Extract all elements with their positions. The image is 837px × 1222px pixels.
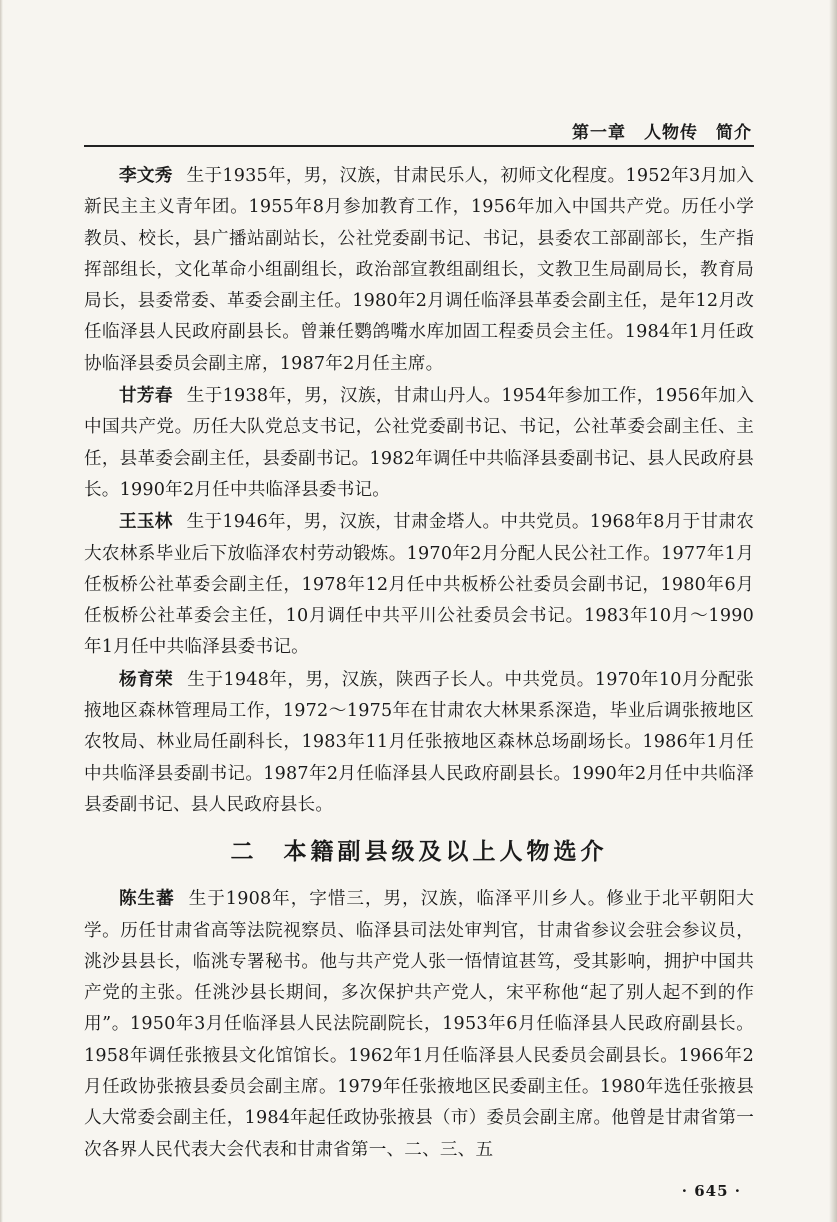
biography-text: 生于1946年，男，汉族，甘肃金塔人。中共党员。1968年8月于甘肃农大农林系毕业后下放临泽农村劳动锻炼。1970年2月分配人民公社工作。1977年1月任板桥公社革委会副主任，1978年12月任中共板桥公社委员会副书记，1980年6月任板桥公社革委会主任，10月调任中共平川公社委员会书记。1983年10月～1990年1月任中共临泽县委书记。 [84, 512, 754, 658]
person-name: 甘芳春 [119, 385, 173, 407]
scan-edge-right [829, 0, 837, 1222]
section-number: 二 [230, 838, 258, 866]
person-name: 杨育荣 [119, 668, 174, 690]
biography-entry [84, 380, 754, 506]
biography-text: 生于1908年，字惜三，男，汉族，临泽平川乡人。修业于北平朝阳大学。历任甘肃省高等法院视察员、临泽县司法处审判官，甘肃省参议会驻会参议员，洮沙县县长，临洮专署秘书。他与共产党人张一悟情谊甚笃，受其影响，拥护中国共产党的主张。任洮沙县长期间，多次保护共产党人，宋平称他“起了别人起不到的作用”。1950年3月任临泽县人民法院副院长，1953年6月任临泽县人民政府副县长。1958年调任张掖县文化馆馆长。1962年1月任临泽县人民委员会副县长。1966年2月任政协张掖县委员会副主席。1979年任张掖地区民委副主任。1980年选任张掖县人大常委会副主任，1984年起任政协张掖县（市）委员会副主席。他曾是甘肃省第一次各界人民代表大会代表和甘肃省第一、二、三、五 [84, 889, 754, 1160]
page-number: · 645 · [681, 1182, 741, 1200]
biography-entry [84, 883, 754, 1166]
person-name: 王玉林 [119, 511, 173, 533]
header-rule [84, 145, 754, 147]
biography-entry [84, 160, 754, 380]
biography-entry [84, 506, 754, 663]
person-name: 李文秀 [119, 165, 173, 186]
page-body [84, 160, 754, 1166]
biography-text: 生于1938年，男，汉族，甘肃山丹人。1954年参加工作，1956年加入中国共产党。历任大队党总支书记，公社党委副书记、书记，公社革委会副主任、主任，县革委会副主任，县委副书记。1982年调任中共临泽县委副书记、县人民政府县长。1990年2月任中共临泽县委书记。 [84, 386, 754, 500]
section-title: 本籍副县级及以上人物选介 [283, 838, 608, 866]
biography-entry [84, 664, 754, 821]
person-name: 陈生蕃 [119, 888, 175, 910]
biography-text: 生于1948年，男，汉族，陕西子长人。中共党员。1970年10月分配张掖地区森林管理局工作，1972～1975年在甘肃农大林果系深造，毕业后调张掖地区农牧局、林业局任副科长，1983年11月任张掖地区森林总场副场长。1986年1月任中共临泽县委副书记。1987年2月任临泽县人民政府副县长。1990年2月任中共临泽县委副书记、县人民政府县长。 [84, 669, 754, 815]
scan-edge-left [0, 0, 3, 1222]
running-header: 第一章 人物传 简介 [572, 123, 752, 143]
biography-text: 生于1935年，男，汉族，甘肃民乐人，初师文化程度。1952年3月加入新民主主义青年团。1955年8月参加教育工作，1956年加入中国共产党。历任小学教员、校长，县广播站副站长，公社党委副书记、书记，县委农工部副部长，生产指挥部组长，文化革命小组副组长，政治部宣教组副组长，文教卫生局副局长，教育局局长，县委常委、革委会副主任。1980年2月调任临泽县革委会副主任，是年12月改任临泽县人民政府副县长。曾兼任鹦鸽嘴水库加固工程委员会主任。1984年1月任政协临泽县委员会副主席，1987年2月任主席。 [84, 166, 754, 374]
section-heading [84, 821, 754, 883]
